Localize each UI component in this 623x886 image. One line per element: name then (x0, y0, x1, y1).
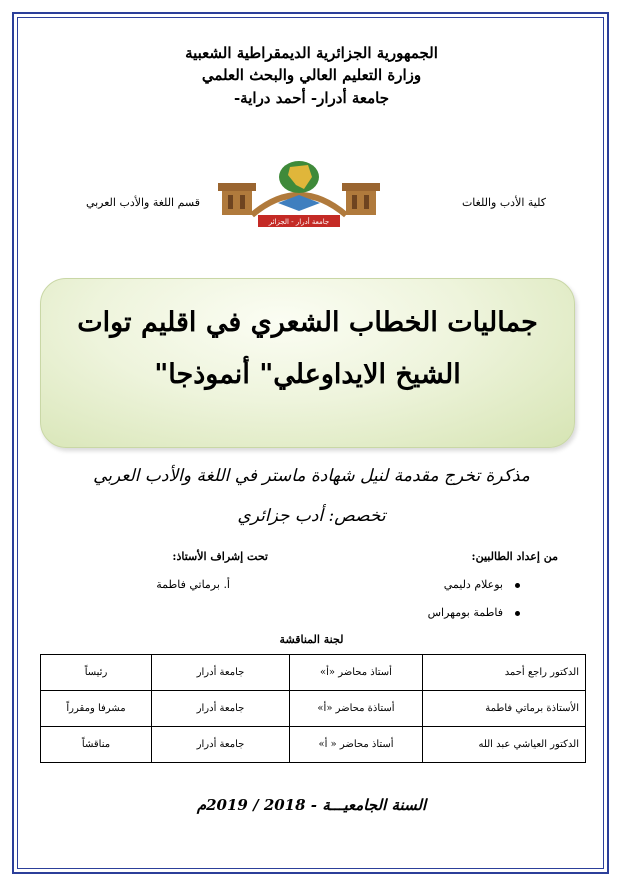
memo-description: مذكرة تخرج مقدمة لنيل شهادة ماستر في اللغة والأدب العربي (93, 466, 530, 486)
republic-name: الجمهورية الجزائرية الديمقراطية الشعبية (185, 44, 438, 62)
faculty-name: كلية الأدب واللغات (461, 196, 546, 209)
student-name: بوعلام دليمي (443, 578, 503, 591)
member-name: الدكتور العياشي عبد الله (423, 727, 586, 763)
member-university: جامعة أدرار (152, 727, 290, 763)
committee-table (40, 654, 586, 763)
specialization: تخصص: أدب جزائري (237, 506, 386, 526)
supervisor-name: أ. برماتي فاطمة (156, 578, 230, 591)
table-row (41, 655, 586, 691)
university-logo (218, 155, 380, 230)
thesis-title-line1: جماليات الخطاب الشعري في اقليم توات (77, 307, 538, 338)
table-row (41, 691, 586, 727)
thesis-title-box (40, 278, 575, 448)
bullet-icon (515, 583, 520, 588)
member-name: الدكتور راجع أحمد (423, 655, 586, 691)
department-name: قسم اللغة والأدب العربي (85, 196, 200, 209)
student-item (380, 606, 520, 619)
member-rank: أستاذ محاضر « أ» (290, 727, 423, 763)
member-university: جامعة أدرار (152, 691, 290, 727)
member-rank: أستاذ محاضر «أ» (290, 655, 423, 691)
academic-year: السنة الجامعيـــة - 2018 / 2019م (196, 796, 427, 814)
students-label: من إعداد الطالبين: (471, 550, 558, 563)
member-role: مناقشاً (41, 727, 152, 763)
member-role: رئيساً (41, 655, 152, 691)
bullet-icon (515, 611, 520, 616)
member-role: مشرفا ومقرراً (41, 691, 152, 727)
student-name: فاطمة بومهراس (427, 606, 503, 619)
university-name: جامعة أدرار- أحمد دراية- (233, 89, 390, 107)
thesis-title-line2: الشيخ الايداوعلي" أنموذجا" (154, 359, 461, 390)
table-row (41, 727, 586, 763)
student-item (380, 578, 520, 591)
member-university: جامعة أدرار (152, 655, 290, 691)
member-name: الأستاذة برماتي فاطمة (423, 691, 586, 727)
logo-text: جامعة أدرار - الجزائر (268, 218, 330, 226)
committee-title: لجنة المناقشة (279, 633, 344, 646)
supervisor-label: تحت إشراف الأستاذ: (172, 550, 268, 563)
ministry-name: وزارة التعليم العالي والبحث العلمي (201, 66, 422, 84)
member-rank: أستاذة محاضر «أ» (290, 691, 423, 727)
